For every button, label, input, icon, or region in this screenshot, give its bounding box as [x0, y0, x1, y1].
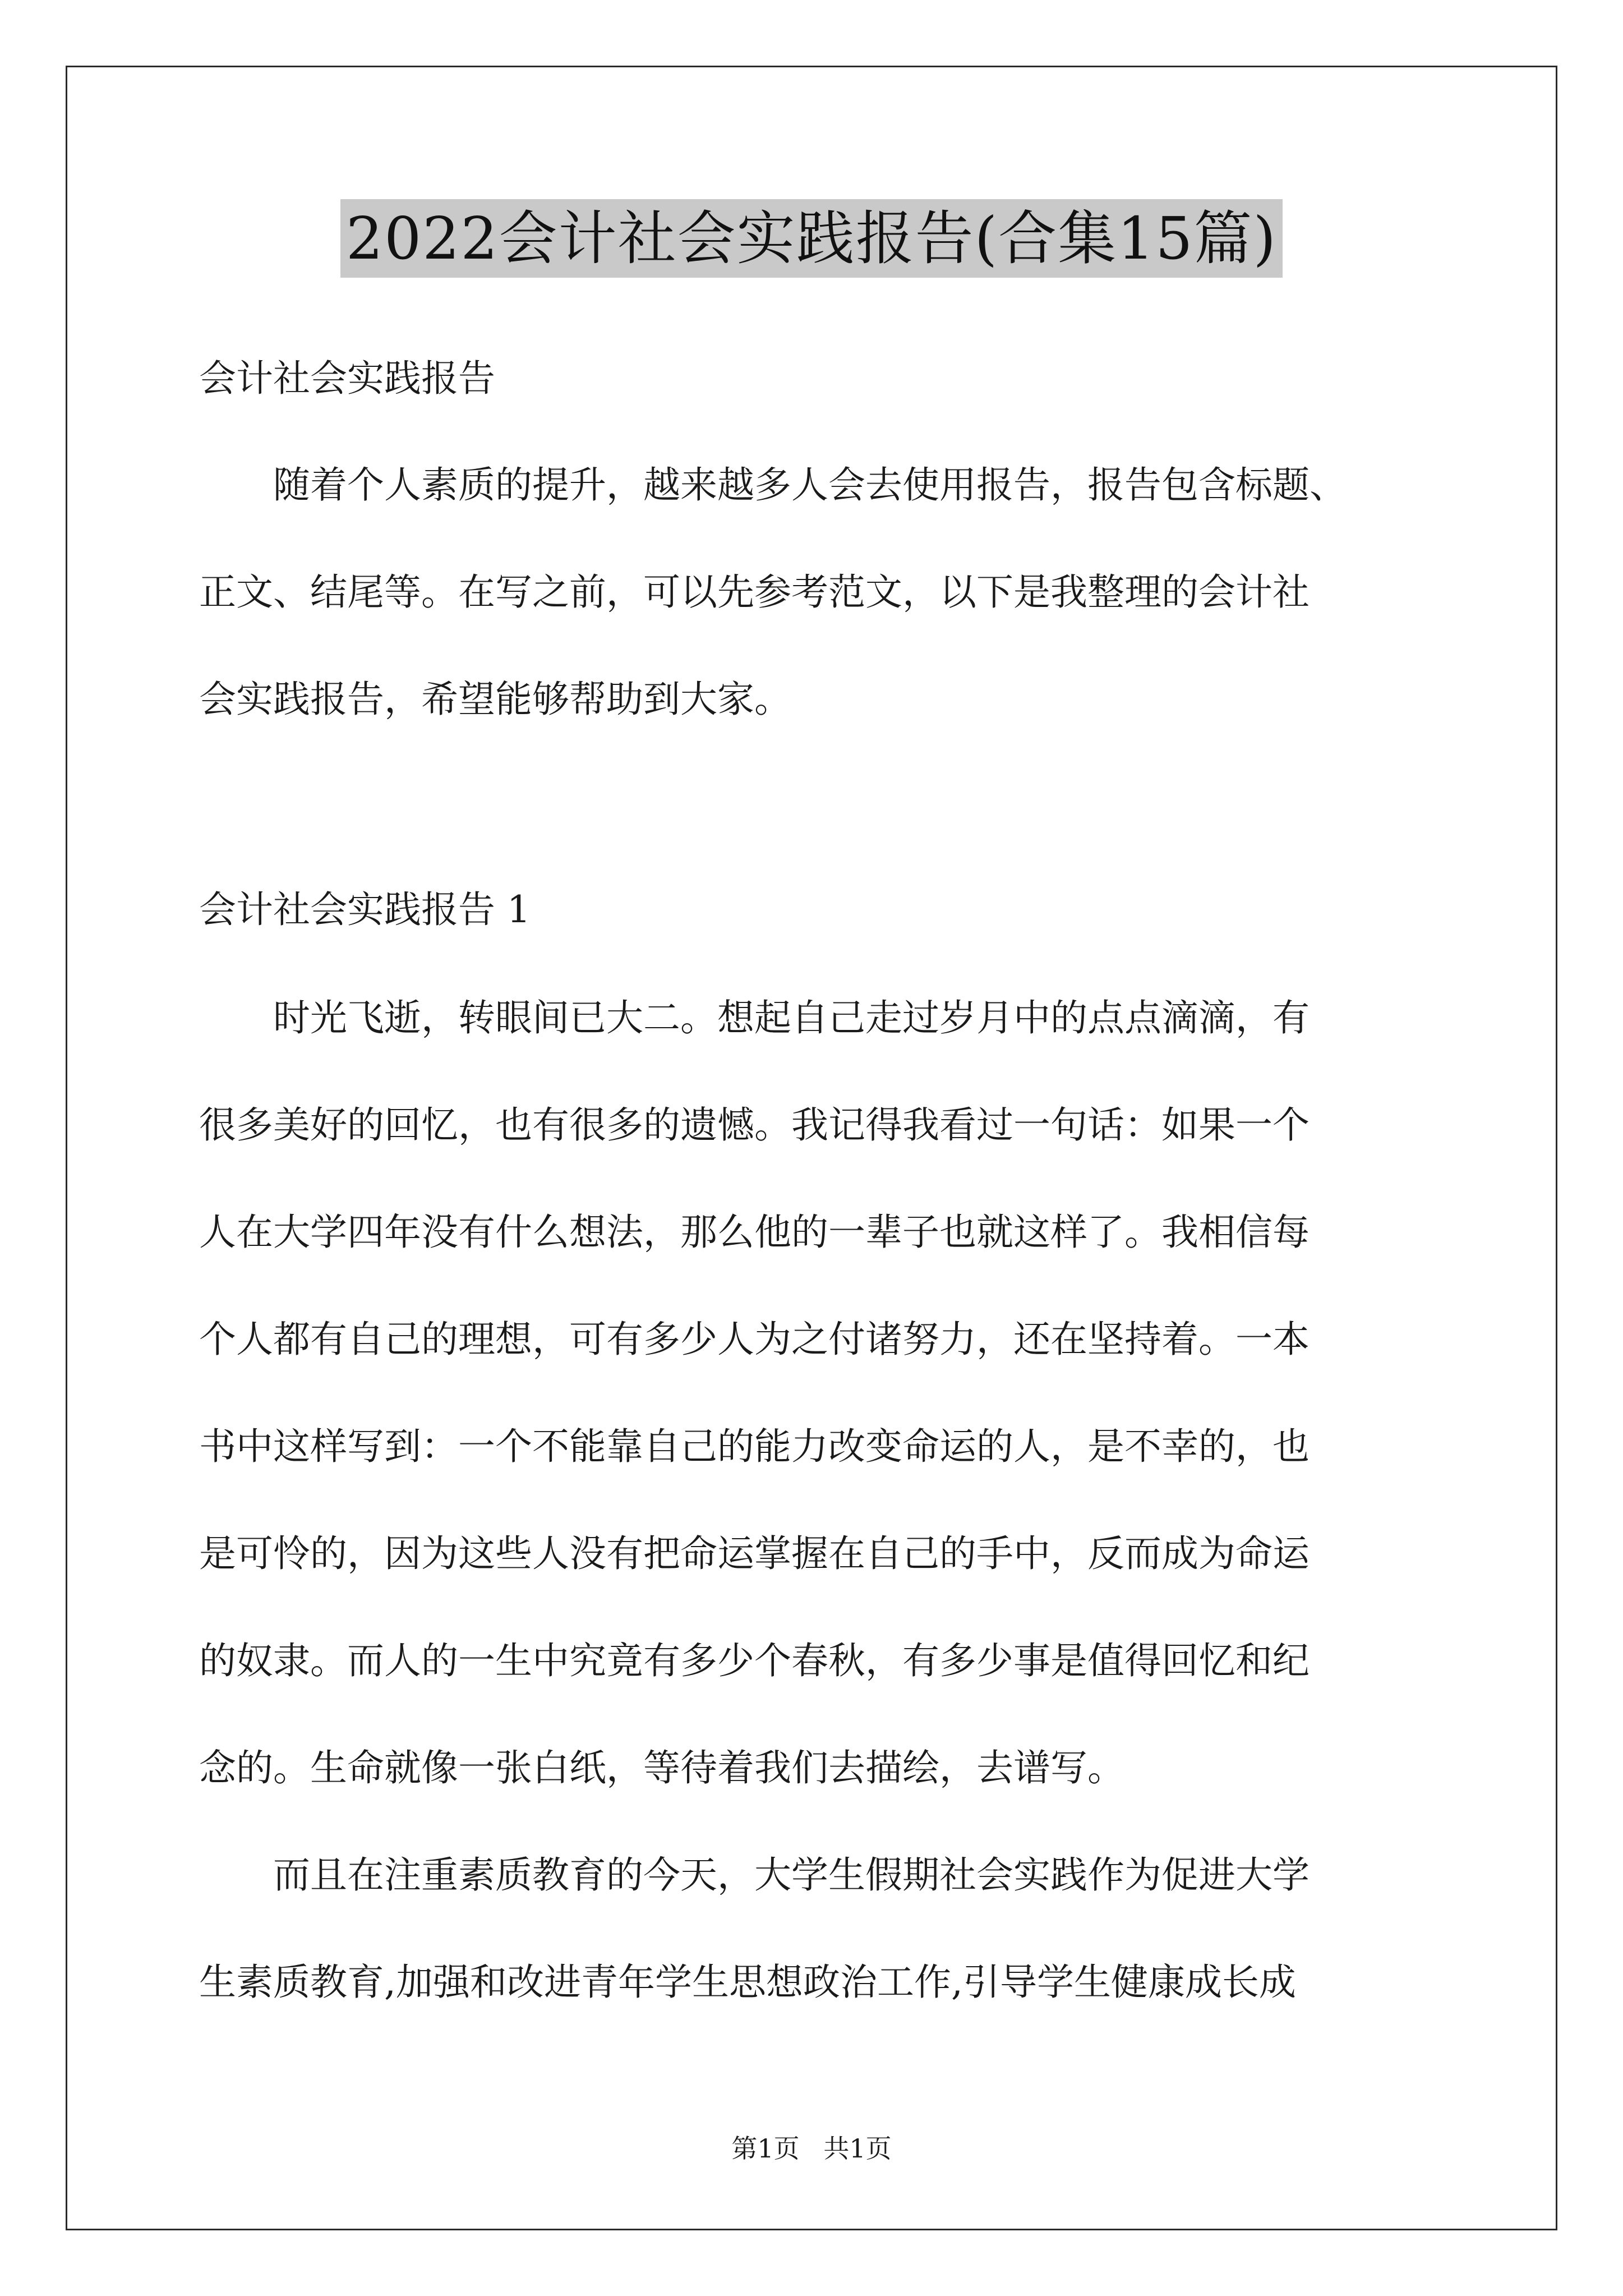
- body-line: 时光飞逝，转眼间已大二。想起自己走过岁月中的点点滴滴，有: [273, 996, 1310, 1039]
- body-line: 个人都有自己的理想，可有多少人为之付诸努力，还在坚持着。一本: [199, 1318, 1310, 1361]
- intro-line: 正文、结尾等。在写之前，可以先参考范文，以下是我整理的会计社: [199, 570, 1310, 614]
- section-heading: 会计社会实践报告 1: [199, 888, 531, 931]
- intro-line: 会实践报告，希望能够帮助到大家。: [199, 678, 791, 721]
- body-line: 生素质教育,加强和改进青年学生思想政治工作,引导学生健康成长成: [199, 1961, 1296, 2004]
- document-title: 2022会计社会实践报告(合集15篇): [340, 199, 1283, 278]
- body-line: 而且在注重素质教育的今天，大学生假期社会实践作为促进大学: [273, 1853, 1310, 1897]
- page-number: 第1页: [731, 2133, 800, 2164]
- body-line: 人在大学四年没有什么想法，那么他的一辈子也就这样了。我相信每: [199, 1211, 1310, 1254]
- intro-line: 随着个人素质的提升，越来越多人会去使用报告，报告包含标题、: [273, 463, 1347, 507]
- title-container: [0, 199, 1623, 278]
- body-line: 是可怜的，因为这些人没有把命运掌握在自己的手中，反而成为命运: [199, 1532, 1310, 1575]
- body-line: 的奴隶。而人的一生中究竟有多少个春秋，有多少事是值得回忆和纪: [199, 1639, 1310, 1682]
- intro-heading: 会计社会实践报告: [199, 357, 495, 400]
- body-line: 念的。生命就像一张白纸，等待着我们去描绘，去谱写。: [199, 1746, 1124, 1789]
- document-body: [199, 353, 1467, 2008]
- page-total: 共1页: [823, 2133, 892, 2164]
- body-line: 很多美好的回忆，也有很多的遗憾。我记得我看过一句话：如果一个: [199, 1103, 1310, 1147]
- page-footer: [0, 2132, 1623, 2165]
- body-line: 书中这样写到：一个不能靠自己的能力改变命运的人，是不幸的，也: [199, 1425, 1310, 1468]
